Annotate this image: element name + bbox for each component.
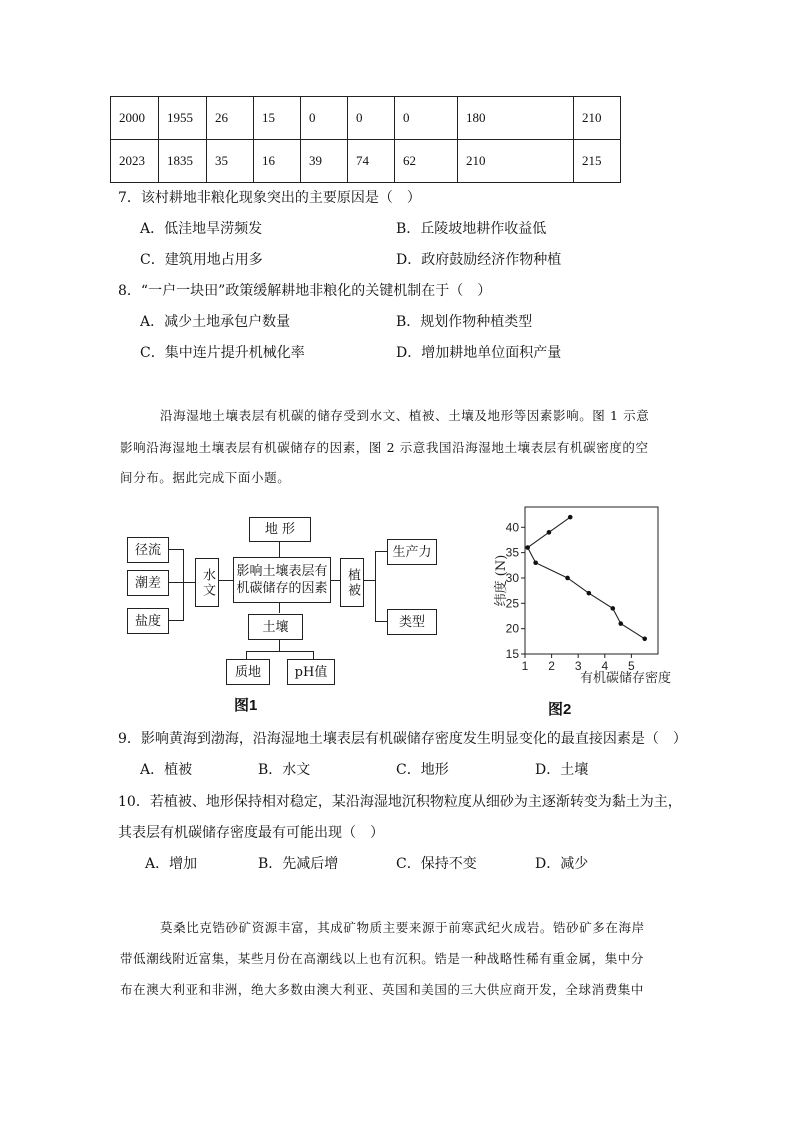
- data-point: [547, 530, 552, 535]
- y-axis-label: 纬度 (N): [494, 554, 509, 607]
- x-tick-label: 5: [628, 659, 635, 673]
- x-tick-label: 2: [548, 659, 555, 673]
- table-cell: 15: [254, 97, 301, 140]
- question-8-option-d[interactable]: D．增加耕地单位面积产量: [396, 345, 562, 361]
- center-factor-box: [233, 557, 331, 603]
- y-tick-label: 30: [505, 570, 519, 585]
- question-7-option-c[interactable]: C．建筑用地占用多: [140, 252, 263, 268]
- center-box-line-1: 影响土壤表层有: [236, 564, 328, 579]
- x-tick-label: 1: [521, 659, 529, 673]
- question-8-stem: 8．“一户一块田”政策缓解耕地非粮化的关键机制在于（ ）: [118, 283, 492, 299]
- question-8-option-c[interactable]: C．集中连片提升机械化率: [140, 345, 305, 361]
- question-9-option-a[interactable]: A．植被: [140, 762, 193, 778]
- question-7-option-b[interactable]: B．丘陵坡地耕作收益低: [396, 221, 547, 237]
- figure-1-caption: 图1: [234, 697, 258, 714]
- data-point: [642, 636, 647, 641]
- data-point: [587, 591, 592, 596]
- table-cell: 1955: [159, 97, 207, 140]
- figure-2-caption: 图2: [548, 701, 572, 718]
- terrain-box: 地 形: [249, 517, 311, 542]
- question-7-stem: 7．该村耕地非粮化现象突出的主要原因是（ ）: [118, 190, 421, 206]
- tidal-range-box: 潮差: [127, 570, 169, 596]
- plot-frame: [525, 507, 658, 654]
- data-point: [525, 545, 530, 550]
- question-10-option-c[interactable]: C．保持不变: [396, 856, 477, 872]
- question-10-option-d[interactable]: D．减少: [535, 856, 589, 872]
- passage-1-line-2: 影响沿海湿地土壤表层有机碳储存的因素，图 2 示意我国沿海湿地土壤表层有机碳密度的空: [120, 440, 649, 455]
- soil-box: 土壤: [248, 614, 303, 640]
- table-cell: 39: [301, 140, 348, 183]
- table-cell: 210: [574, 97, 621, 140]
- table-row: [111, 97, 621, 140]
- question-9-option-d[interactable]: D．土壤: [535, 762, 589, 778]
- table-cell: 0: [395, 97, 458, 140]
- table-cell: 180: [458, 97, 574, 140]
- question-10-option-b[interactable]: B．先减后增: [258, 856, 339, 872]
- salinity-box: 盐度: [127, 608, 169, 634]
- data-point: [568, 515, 573, 520]
- center-box-line-2: 机碳储存的因素: [236, 581, 328, 596]
- ph-box: pH值: [287, 659, 335, 685]
- x-tick-label: 4: [601, 659, 609, 673]
- vegetation-box: 植被: [340, 558, 364, 607]
- table-cell: 0: [301, 97, 348, 140]
- series-line: [528, 517, 645, 639]
- passage-1-line-1: 沿海湿地土壤表层有机碳的储存受到水文、植被、土壤及地形等因素影响。图 1 示意: [160, 408, 650, 423]
- data-point: [618, 621, 623, 626]
- table-cell: 2023: [111, 140, 159, 183]
- data-table: [110, 96, 621, 183]
- y-tick-label: 15: [505, 647, 519, 661]
- table-cell: 1835: [159, 140, 207, 183]
- hydrology-box: 水文: [195, 558, 219, 607]
- question-9-option-b[interactable]: B．水文: [258, 762, 311, 778]
- type-box: 类型: [387, 609, 437, 635]
- y-tick-label: 25: [505, 596, 519, 611]
- passage-2-line-3: 布在澳大利亚和非洲，绝大多数由澳大利亚、英国和美国的三大供应商开发，全球消费集中: [120, 982, 645, 997]
- productivity-box: 生产力: [387, 539, 437, 565]
- question-10-stem-line-1: 10．若植被、地形保持相对稳定，某沿海湿地沉积物粒度从细砂为主逐渐转变为黏土为主，: [118, 794, 682, 810]
- table-cell: 0: [348, 97, 395, 140]
- question-9-option-c[interactable]: C．地形: [396, 762, 449, 778]
- x-axis-label: 有机碳储存密度: [580, 671, 672, 686]
- data-point: [565, 576, 570, 581]
- y-tick-label: 20: [505, 621, 519, 636]
- question-9-stem: 9．影响黄海到渤海，沿海湿地土壤表层有机碳储存密度发生明显变化的最直接因素是（ ）: [118, 731, 687, 747]
- passage-2-line-1: 莫桑比克锆砂矿资源丰富，其成矿物质主要来源于前寒武纪火成岩。锆砂矿多在海岸: [160, 920, 645, 935]
- table-cell: 215: [574, 140, 621, 183]
- question-8-option-a[interactable]: A．减少土地承包户数量: [140, 314, 291, 330]
- y-tick-label: 35: [505, 545, 519, 560]
- table-cell: 62: [395, 140, 458, 183]
- passage-2-line-2: 带低潮线附近富集，某些月份在高潮线以上也有沉积。锆是一种战略性稀有重金属，集中分: [120, 951, 645, 966]
- table-cell: 35: [207, 140, 254, 183]
- table-cell: 26: [207, 97, 254, 140]
- x-tick-label: 3: [574, 659, 582, 673]
- question-10-stem-line-2: 其表层有机碳储存密度最有可能出现（ ）: [118, 825, 384, 841]
- runoff-box: 径流: [127, 537, 169, 563]
- data-point: [610, 606, 615, 611]
- question-7-option-a[interactable]: A．低洼地旱涝频发: [140, 221, 263, 237]
- question-10-option-a[interactable]: A．增加: [145, 856, 198, 872]
- table-cell: 210: [458, 140, 574, 183]
- table-cell: 16: [254, 140, 301, 183]
- table-cell: 2000: [111, 97, 159, 140]
- table-row: [111, 140, 621, 183]
- y-tick-label: 40: [505, 520, 519, 535]
- texture-box: 质地: [226, 659, 270, 685]
- question-7-option-d[interactable]: D．政府鼓励经济作物种植: [396, 252, 562, 268]
- table-cell: 74: [348, 140, 395, 183]
- figure-2-chart: [480, 495, 690, 720]
- data-point: [533, 560, 538, 565]
- passage-1-line-3: 间分布。据此完成下面小题。: [120, 470, 291, 485]
- question-8-option-b[interactable]: B．规划作物种植类型: [396, 314, 533, 330]
